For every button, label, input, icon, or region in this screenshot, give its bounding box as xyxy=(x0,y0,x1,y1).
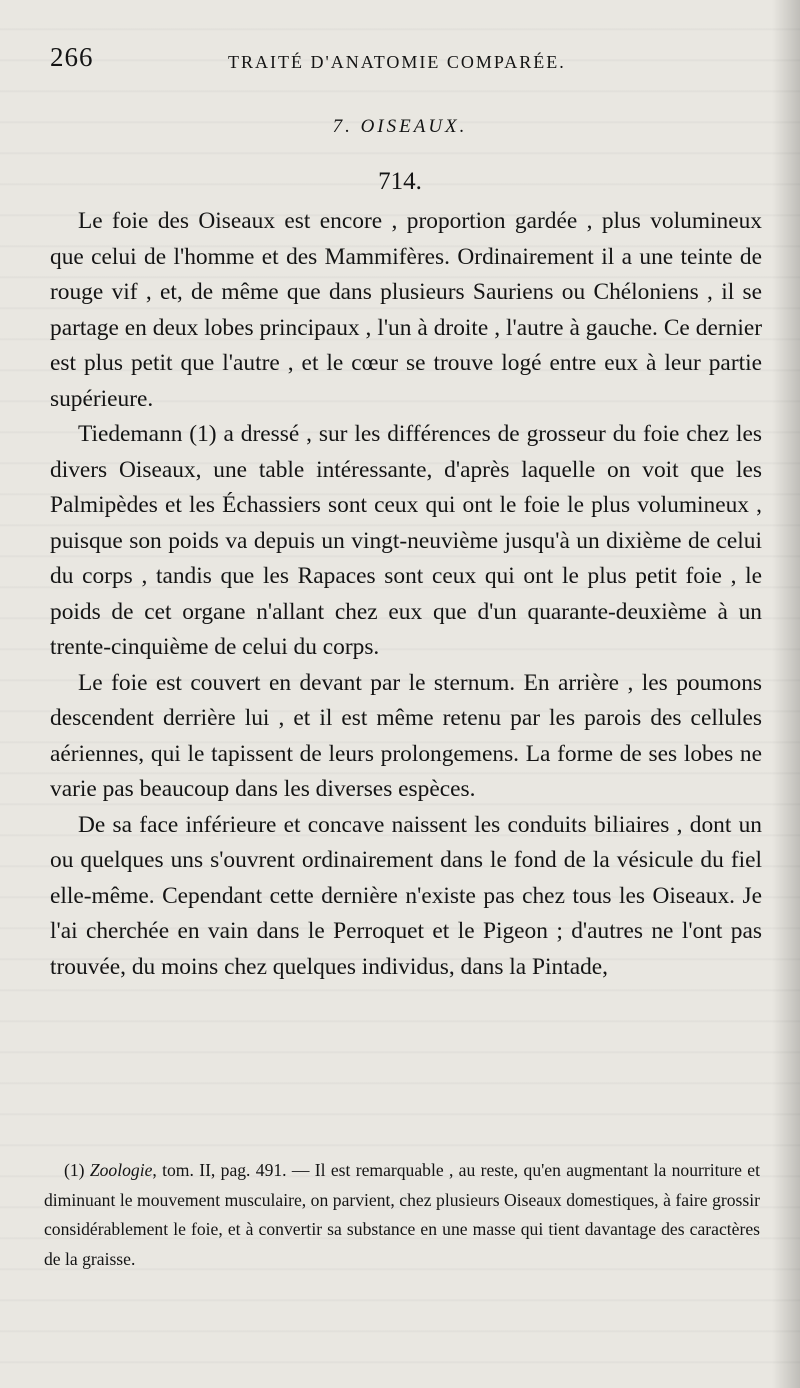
footnote-text: , tom. II, pag. 491. — Il est remarquable , au reste, qu'en augmentant la nourriture et diminuant le mouvement musculaire, on parvient, chez plusieurs Oiseaux domestiques, à faire grossir considérablement le foie, et à convertir sa substance en une masse qui tient davantage des caractères de la graisse. xyxy=(44,1160,760,1269)
body-text xyxy=(50,204,762,985)
page-header xyxy=(50,44,760,84)
paragraph: De sa face inférieure et concave naissent les conduits biliaires , dont un ou quelques uns s'ouvrent ordinairement dans le fond de la vésicule du fiel elle-même. Cependant cette dernière n'existe pas chez tous les Oiseaux. Je l'ai cherchée en vain dans le Perroquet et le Pigeon ; d'autres ne l'ont pas trouvée, du moins chez quelques individus, dans la Pintade, xyxy=(50,811,762,980)
footnote-marker: (1) xyxy=(64,1160,85,1180)
paragraph-number: 714. xyxy=(378,168,422,195)
footnote xyxy=(44,1156,760,1274)
page-edge-shadow xyxy=(772,0,800,1388)
running-title: TRAITÉ D'ANATOMIE COMPARÉE. xyxy=(228,52,566,72)
paragraph: Le foie des Oiseaux est encore , proportion gardée , plus volumineux que celui de l'homme et des Mammifères. Ordinairement il a une teinte de rouge vif , et, de même que dans plusieurs Sauriens ou Chéloniens , il se partage en deux lobes principaux , l'un à droite , l'autre à gauche. Ce dernier est plus petit que l'autre , et le cœur se trouve logé entre eux à leur partie supérieure. xyxy=(50,208,762,412)
paragraph: Le foie est couvert en devant par le sternum. En arrière , les poumons descendent derrière lui , et il est même retenu par les parois des cellules aériennes, qui le tapissent de leurs prolongemens. La forme de ses lobes ne varie pas beaucoup dans les diverses espèces. xyxy=(50,669,762,802)
footnote-reference: Zoologie xyxy=(89,1160,153,1180)
paragraph: Tiedemann (1) a dressé , sur les différences de grosseur du foie chez les divers Oiseaux, une table intéressante, d'après laquelle on voit que les Palmipèdes et les Échassiers sont ceux qui ont le foie le plus volumineux , puisque son poids va depuis un vingt-neuvième jusqu'à un dixième de celui du corps , tandis que les Rapaces sont ceux qui ont le plus petit foie , le poids de cet organe n'allant chez eux que d'un quarante-deuxième à un trente-cinquième de celui du corps. xyxy=(50,421,762,660)
section-heading: 7. OISEAUX. xyxy=(332,116,468,137)
page-number: 266 xyxy=(50,42,94,72)
